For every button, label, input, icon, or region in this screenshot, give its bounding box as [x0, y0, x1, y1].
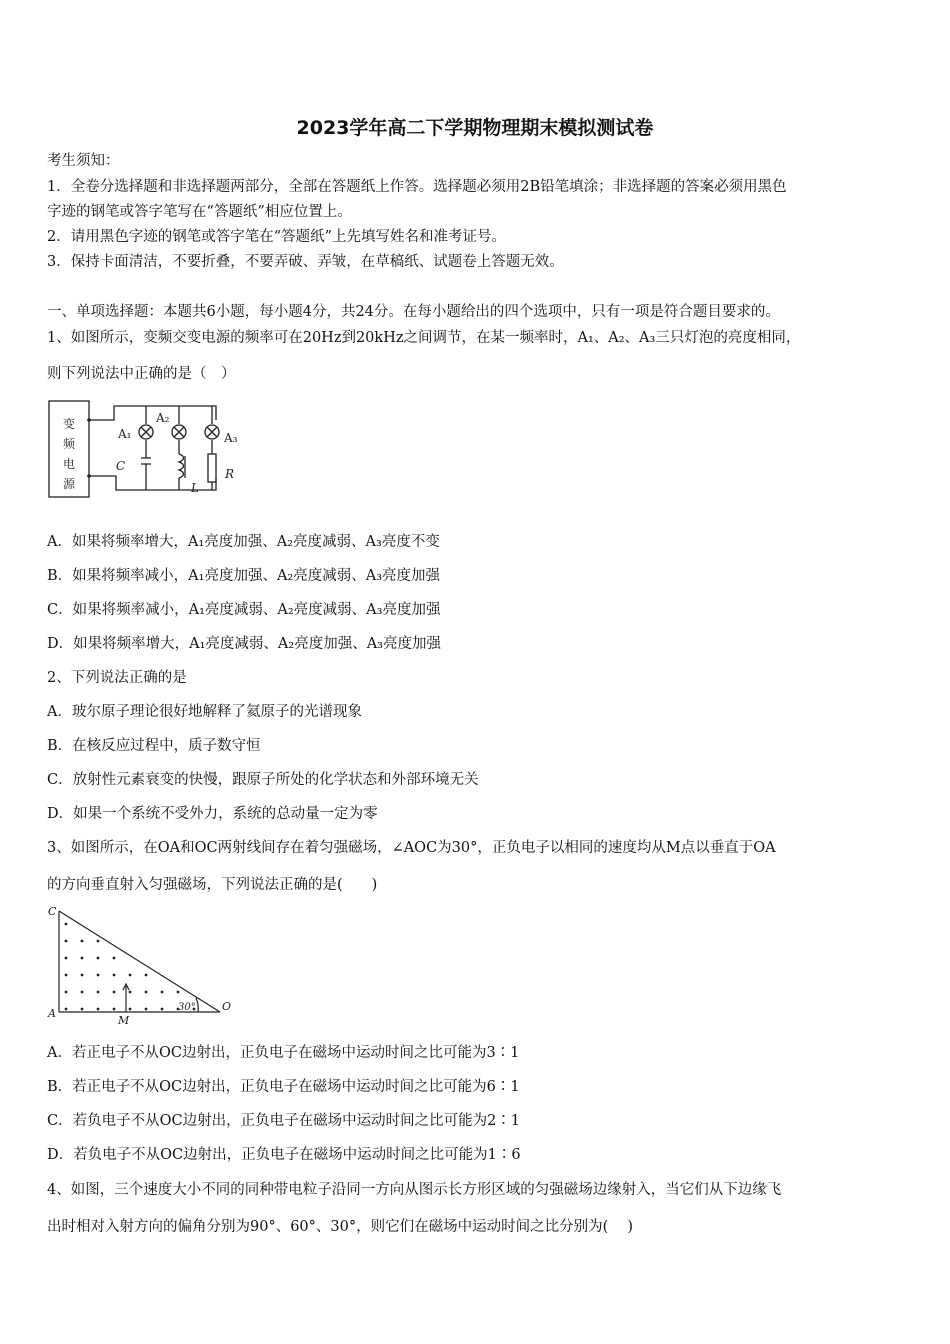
q3-field-figure — [44, 902, 234, 1026]
field-dot — [97, 974, 100, 977]
q3-option-d[interactable]: D．若负电子不从OC边射出，正负电子在磁场中运动时间之比可能为1∶6 — [47, 1147, 521, 1163]
q4-stem: 4、如图，三个速度大小不同的同种带电粒子沿同一方向从图示长方形区域的匀强磁场边缘射入，当它们从下边缘飞 — [47, 1182, 782, 1198]
q1-option-b[interactable]: B．如果将频率减小，A₁亮度加强、A₂亮度减弱、A₃亮度加强 — [47, 568, 441, 584]
field-dot — [97, 940, 100, 943]
q1-stem: 则下列说法中正确的是（ ） — [47, 366, 236, 382]
label-angle: 30° — [178, 1002, 196, 1013]
source-label: 变 — [63, 417, 76, 431]
notice-item: 2．请用黑色字迹的钢笔或答字笔在“答题纸”上先填写姓名和准考证号。 — [47, 229, 507, 245]
field-dot — [65, 940, 68, 943]
q2-option-b[interactable]: B．在核反应过程中，质子数守恒 — [47, 738, 261, 754]
field-dot — [81, 957, 84, 960]
field-dot — [145, 991, 148, 994]
notice-item: 1．全卷分选择题和非选择题两部分，全部在答题纸上作答。选择题必须用2B铅笔填涂；非选择题的答案必须用黑色 — [47, 179, 787, 195]
q1-option-a[interactable]: A．如果将频率增大，A₁亮度加强、A₂亮度减弱、A₃亮度不变 — [47, 534, 440, 550]
field-dot — [113, 991, 116, 994]
page-title: 2023学年高二下学期物理期末模拟测试卷 — [296, 117, 654, 139]
notice-item: 字迹的钢笔或答字笔写在“答题纸”相应位置上。 — [47, 204, 352, 220]
field-dot — [113, 1008, 116, 1011]
field-dot — [113, 957, 116, 960]
label-c: C — [116, 459, 126, 473]
field-dot — [81, 940, 84, 943]
q2-stem: 2、下列说法正确的是 — [47, 670, 187, 686]
label-a2: A₂ — [156, 411, 170, 425]
label-a3: A₃ — [224, 431, 238, 445]
q1-circuit-figure — [44, 398, 254, 502]
q3-stem: 3、如图所示，在OA和OC两射线间存在着匀强磁场，∠AOC为30°，正负电子以相同的速度均从M点以垂直于OA — [47, 840, 776, 856]
field-dot — [145, 1008, 148, 1011]
field-dot — [161, 991, 164, 994]
field-dot — [65, 923, 68, 926]
label-m: M — [118, 1014, 130, 1026]
q2-option-d[interactable]: D．如果一个系统不受外力，系统的总动量一定为零 — [47, 806, 378, 822]
q3-option-a[interactable]: A．若正电子不从OC边射出，正负电子在磁场中运动时间之比可能为3∶1 — [47, 1045, 520, 1061]
field-dot — [81, 974, 84, 977]
q1-stem: 1、如图所示，变频交变电源的频率可在20Hz到20kHz之间调节，在某一频率时，A₁、A₂、A₃三只灯泡的亮度相同， — [47, 330, 801, 346]
q2-option-a[interactable]: A．玻尔原子理论很好地解释了氦原子的光谱现象 — [47, 704, 362, 720]
source-label: 频 — [63, 437, 76, 451]
field-dot — [145, 974, 148, 977]
q3-option-b[interactable]: B．若正电子不从OC边射出，正负电子在磁场中运动时间之比可能为6∶1 — [47, 1079, 520, 1095]
label-a1: A₁ — [118, 427, 132, 441]
field-dot — [65, 957, 68, 960]
field-dot — [97, 1008, 100, 1011]
field-dot — [97, 991, 100, 994]
field-dot — [65, 991, 68, 994]
field-dot — [177, 991, 180, 994]
field-dot — [113, 974, 116, 977]
label-c: C — [48, 905, 57, 918]
source-label: 源 — [63, 477, 76, 491]
label-r: R — [225, 467, 235, 481]
field-dot — [129, 991, 132, 994]
field-dot — [81, 1008, 84, 1011]
q1-option-c[interactable]: C．如果将频率减小，A₁亮度减弱、A₂亮度减弱、A₃亮度加强 — [47, 602, 441, 618]
field-dot — [81, 991, 84, 994]
source-label: 电 — [63, 457, 76, 471]
field-dot — [129, 1008, 132, 1011]
q1-option-d[interactable]: D．如果将频率增大，A₁亮度减弱、A₂亮度加强、A₃亮度加强 — [47, 636, 441, 652]
notice-item: 3．保持卡面清洁，不要折叠，不要弄破、弄皱，在草稿纸、试题卷上答题无效。 — [47, 254, 564, 270]
field-dot — [97, 957, 100, 960]
field-dot — [65, 1008, 68, 1011]
label-a: A — [48, 1007, 56, 1020]
label-o: O — [222, 1000, 232, 1013]
q3-option-c[interactable]: C．若负电子不从OC边射出，正负电子在磁场中运动时间之比可能为2∶1 — [47, 1113, 521, 1129]
section-heading: 一、单项选择题：本题共6小题，每小题4分，共24分。在每小题给出的四个选项中，只有一项是符合题目要求的。 — [47, 304, 780, 320]
field-dot — [129, 974, 132, 977]
notice-heading: 考生须知： — [47, 153, 120, 169]
q4-stem: 出时相对入射方向的偏角分别为90°、60°、30°，则它们在磁场中运动时间之比分别为( ) — [47, 1219, 634, 1235]
q2-option-c[interactable]: C．放射性元素衰变的快慢，跟原子所处的化学状态和外部环境无关 — [47, 772, 479, 788]
label-l: L — [191, 481, 199, 495]
q3-stem: 的方向垂直射入匀强磁场，下列说法正确的是( ) — [47, 877, 378, 893]
field-dot — [65, 974, 68, 977]
field-dot — [161, 1008, 164, 1011]
